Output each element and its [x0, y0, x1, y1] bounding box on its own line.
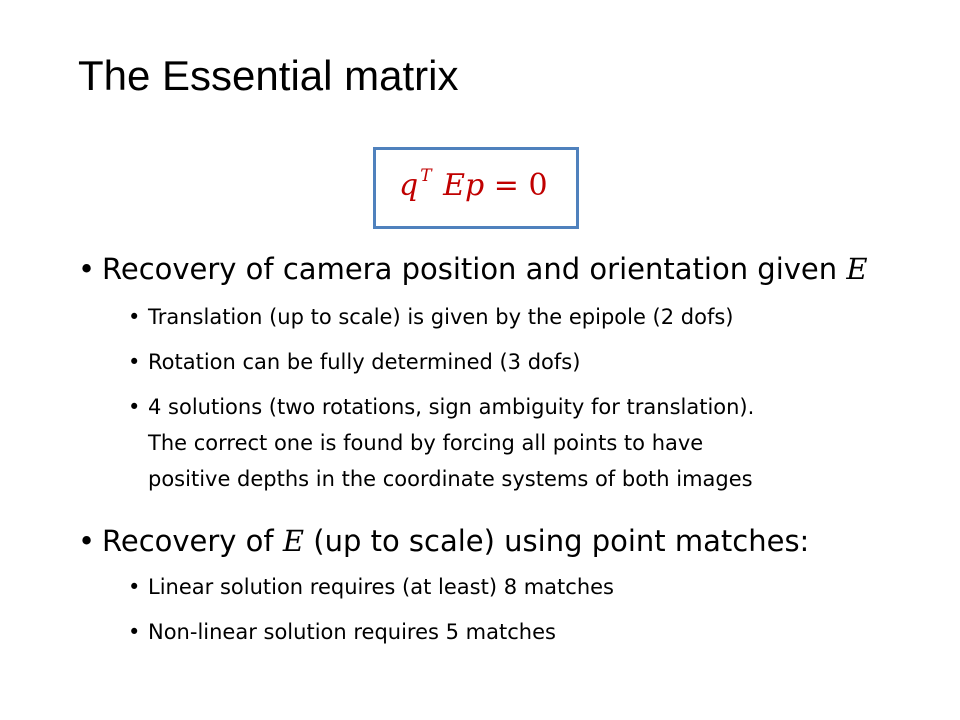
bullet-glyph: •: [128, 620, 141, 644]
sub-bullet-text: Translation (up to scale) is given by the epipole (2 dofs): [148, 305, 734, 329]
eq-q: q: [399, 168, 419, 203]
bullet-text-after: (up to scale) using point matches:: [304, 524, 810, 558]
sub-bullet-four-solutions: [128, 395, 754, 419]
eq-transpose: T: [420, 166, 432, 186]
sub-bullet-nonlinear: [128, 620, 556, 644]
sub-bullet-linear: [128, 575, 614, 599]
sub-bullet-text: Linear solution requires (at least) 8 matches: [148, 575, 614, 599]
bullet-glyph: •: [78, 524, 96, 558]
eq-E: E: [443, 168, 466, 203]
sub-bullet-rotation: [128, 350, 580, 374]
bullet-glyph: •: [128, 350, 141, 374]
bullet-glyph: •: [128, 575, 141, 599]
bullet-text-before: Recovery of: [102, 524, 283, 558]
slide-title: The Essential matrix: [78, 52, 459, 99]
essential-equation: [399, 168, 548, 203]
bullet-glyph: •: [128, 305, 141, 329]
var-E: E: [282, 524, 305, 558]
bullet-glyph: •: [78, 252, 96, 286]
eq-equals: =: [493, 168, 519, 203]
bullet-glyph: •: [128, 395, 141, 419]
sub-bullet-text-line-1: 4 solutions (two rotations, sign ambiguity for translation).: [148, 395, 755, 419]
eq-zero: 0: [528, 168, 548, 203]
sub-bullet-text: Rotation can be fully determined (3 dofs): [148, 350, 581, 374]
bullet-recovery-pose: [78, 252, 868, 286]
sub-bullet-text-line-3: positive depths in the coordinate systems of both images: [148, 467, 753, 491]
bullet-text: Recovery of camera position and orientation given: [102, 252, 847, 286]
sub-bullet-translation: [128, 305, 734, 329]
var-E: E: [846, 252, 868, 286]
bullet-recovery-E: [78, 524, 809, 558]
eq-p: p: [465, 168, 485, 203]
sub-bullet-text-line-2: The correct one is found by forcing all points to have: [148, 431, 704, 455]
sub-bullet-text: Non-linear solution requires 5 matches: [148, 620, 556, 644]
